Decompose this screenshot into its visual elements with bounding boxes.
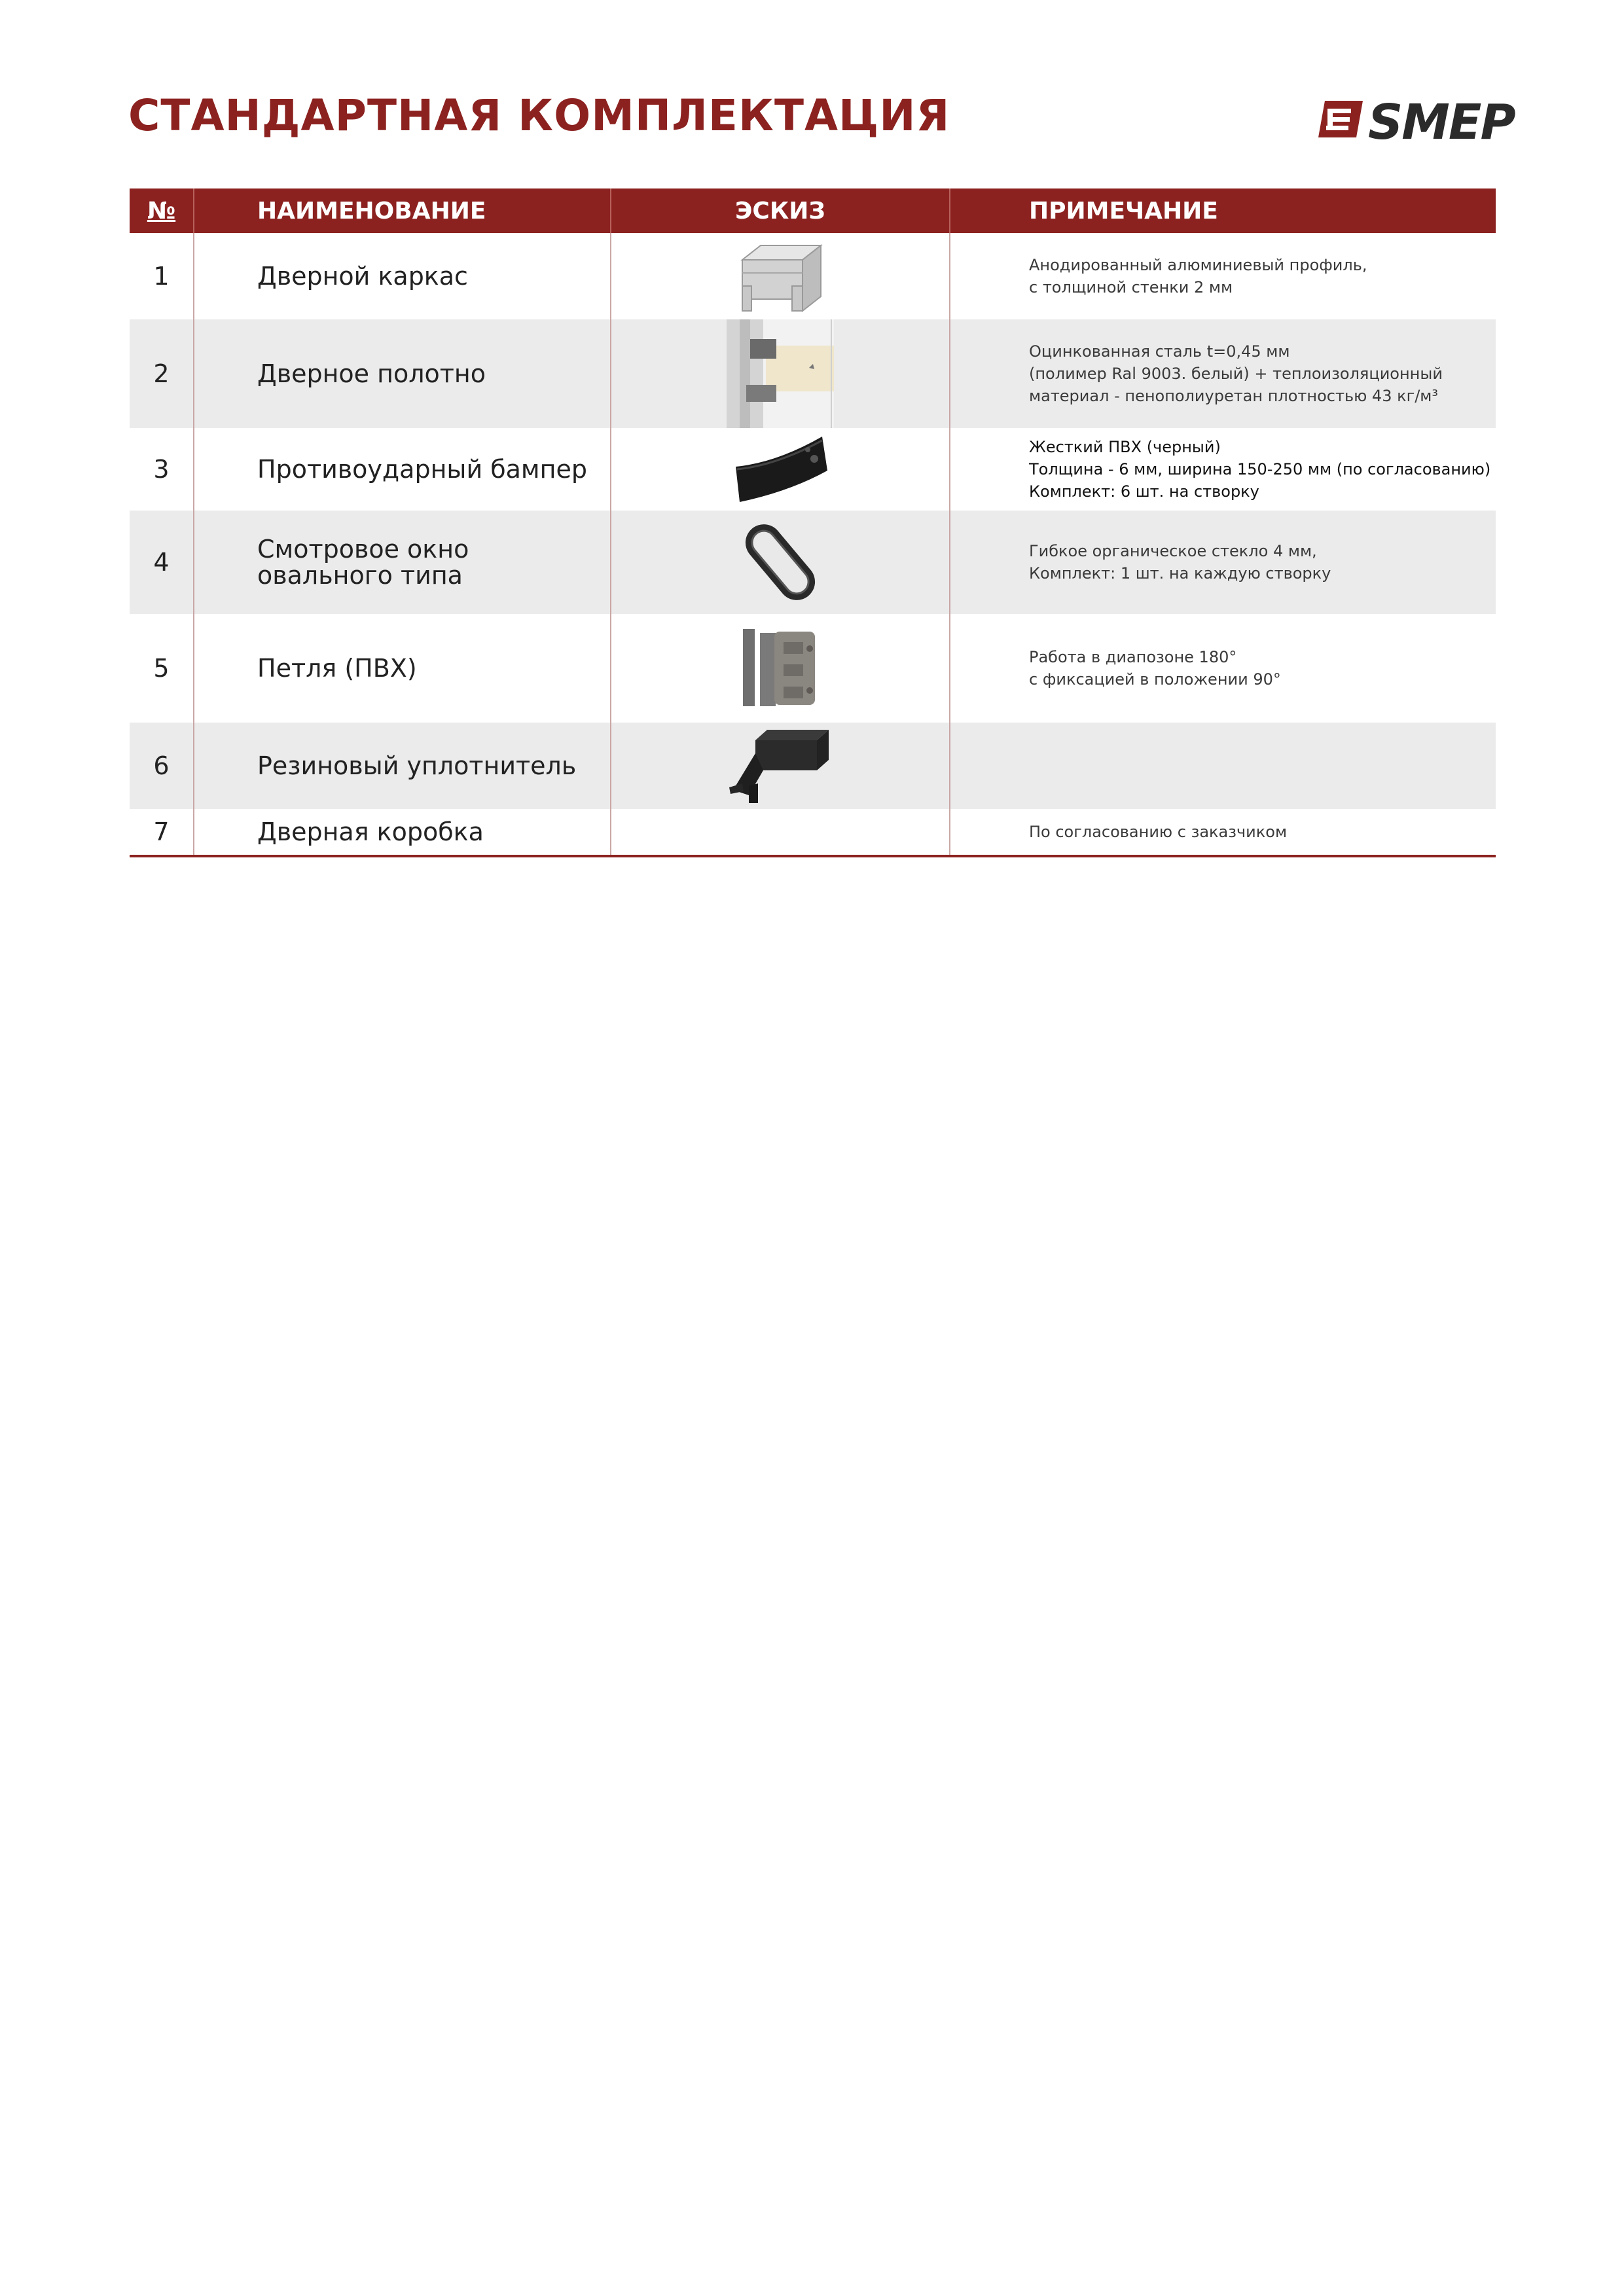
table-row — [130, 809, 1496, 856]
column-header-sketch: ЭСКИЗ — [611, 188, 950, 233]
item-name: Противоударный бампер — [194, 428, 611, 511]
row-number: 1 — [130, 233, 194, 319]
item-note: Анодированный алюминиевый профиль, с толщиной стенки 2 мм — [1029, 256, 1367, 296]
sketch-cell — [611, 723, 950, 809]
row-number: 2 — [130, 319, 194, 428]
column-header-note: ПРИМЕЧАНИЕ — [950, 188, 1496, 233]
page-title: СТАНДАРТНАЯ КОМПЛЕКТАЦИЯ — [128, 90, 950, 141]
item-name: Резиновый уплотнитель — [194, 723, 611, 809]
item-name: Петля (ПВХ) — [194, 614, 611, 723]
table-row — [130, 428, 1496, 511]
table-row — [130, 723, 1496, 809]
item-note — [950, 723, 1496, 809]
sketch-cell — [611, 428, 950, 511]
table-row — [130, 233, 1496, 319]
sketch-cell — [611, 809, 950, 856]
table-header-row — [130, 188, 1496, 233]
item-note: Гибкое органическое стекло 4 мм, Комплект: 1 шт. на каждую створку — [950, 511, 1496, 614]
bumper-image — [731, 433, 830, 506]
row-number: 3 — [130, 428, 194, 511]
door-panel-image — [727, 319, 834, 428]
aluminium-profile-image — [734, 240, 826, 312]
rubber-seal-image — [729, 727, 831, 804]
item-name: Дверная коробка — [194, 809, 611, 856]
table-row — [130, 511, 1496, 614]
item-note: По согласованию с заказчиком — [950, 809, 1496, 856]
row-number: 4 — [130, 511, 194, 614]
item-note: Работа в диапозоне 180° с фиксацией в положении 90° — [1029, 648, 1281, 689]
table-row — [130, 614, 1496, 723]
logo-text: SMEP — [1368, 94, 1515, 151]
column-header-number: № — [130, 188, 194, 233]
equipment-table — [130, 188, 1496, 857]
item-name: Смотровое окно овального типа — [194, 511, 611, 614]
table-row — [130, 319, 1496, 428]
item-name: Дверной каркас — [194, 233, 611, 319]
logo-mark-icon — [1318, 101, 1363, 137]
sketch-cell — [611, 614, 950, 723]
hinge-image — [738, 622, 823, 714]
sketch-cell — [611, 319, 950, 428]
company-logo — [1318, 94, 1515, 151]
item-name: Дверное полотно — [194, 319, 611, 428]
sketch-cell — [611, 233, 950, 319]
oval-window-image — [731, 516, 829, 608]
column-header-name: НАИМЕНОВАНИЕ — [194, 188, 611, 233]
sketch-cell — [611, 511, 950, 614]
row-number: 6 — [130, 723, 194, 809]
row-number: 7 — [130, 809, 194, 856]
row-number: 5 — [130, 614, 194, 723]
item-note: Оцинкованная сталь t=0,45 мм (полимер Ral 9003. белый) + теплоизоляционный материал - пенополиуретан плотностью 43 кг/м³ — [950, 319, 1496, 428]
item-note: Жесткий ПВХ (черный) Толщина - 6 мм, ширина 150-250 мм (по согласованию) Комплект: 6 шт. на створку — [1029, 438, 1491, 501]
